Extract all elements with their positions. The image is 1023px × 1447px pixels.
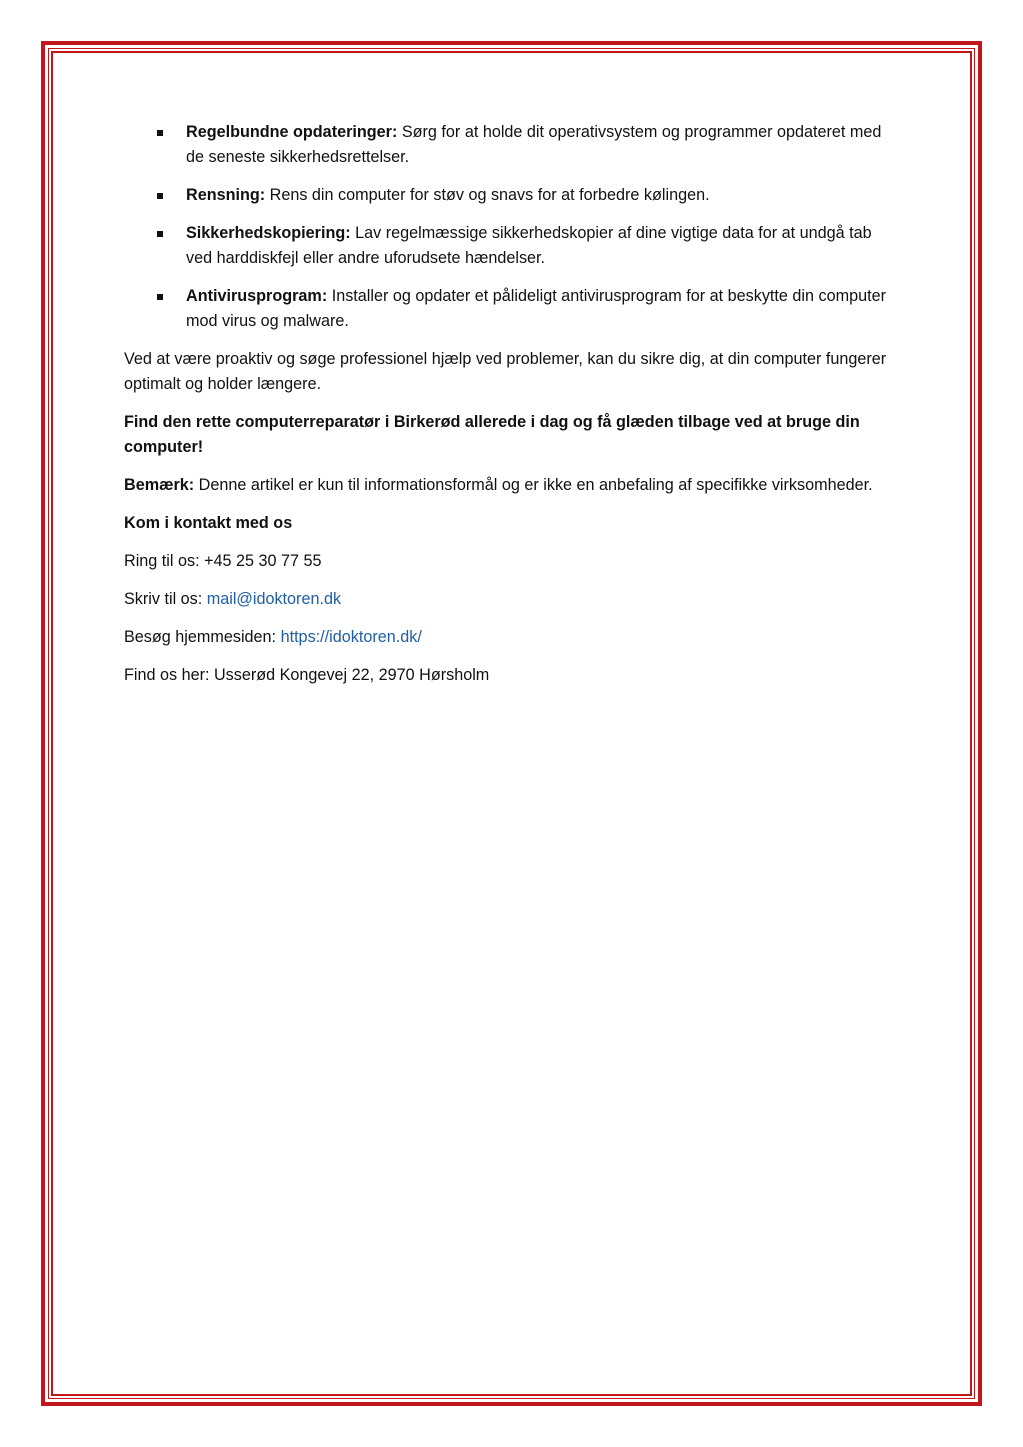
list-item-text: Rens din computer for støv og snavs for at forbedre kølingen. <box>265 186 710 204</box>
square-bullet-icon <box>157 193 163 199</box>
list-item-term: Rensning: <box>186 186 266 204</box>
proactive-paragraph: Ved at være proaktiv og søge professionel hjælp ved problemer, kan du sikre dig, at din computer fungerer optimalt og holder længere. <box>124 350 887 393</box>
note-paragraph <box>124 473 894 498</box>
contact-website <box>124 625 894 650</box>
list-item <box>124 284 894 334</box>
contact-website-label: Besøg hjemmesiden: <box>124 628 281 646</box>
contact-phone: Ring til os: +45 25 30 77 55 <box>124 552 322 570</box>
tips-list <box>124 120 894 334</box>
contact-heading <box>124 511 894 536</box>
list-item-term: Sikkerhedskopiering: <box>186 224 351 242</box>
call-to-action <box>124 410 894 460</box>
note-label: Bemærk: <box>124 476 195 494</box>
list-item-text: Sørg for at holde dit operativsystem og programmer opdateret med de seneste sikkerhedsrettelser. <box>186 123 882 166</box>
square-bullet-icon <box>157 294 163 300</box>
square-bullet-icon <box>157 130 163 136</box>
list-item <box>124 183 894 208</box>
note-text: Denne artikel er kun til informationsformål og er ikke en anbefaling af specifikke virksomheder. <box>194 476 873 494</box>
list-item <box>124 221 894 271</box>
contact-heading-text: Kom i kontakt med os <box>124 514 293 532</box>
list-item-term: Regelbundne opdateringer: <box>186 123 398 141</box>
document-body <box>124 120 894 701</box>
list-item-text: Installer og opdater et pålideligt antivirusprogram for at beskytte din computer mod virus og malware. <box>186 287 886 330</box>
list-item-term: Antivirusprogram: <box>186 287 328 305</box>
email-link[interactable]: mail@idoktoren.dk <box>206 590 342 608</box>
contact-address: Find os her: Usserød Kongevej 22, 2970 Hørsholm <box>124 666 490 684</box>
square-bullet-icon <box>157 231 163 237</box>
contact-email-label: Skriv til os: <box>124 590 207 608</box>
contact-email <box>124 587 894 612</box>
website-link[interactable]: https://idoktoren.dk/ <box>280 628 422 646</box>
list-item-text: Lav regelmæssige sikkerhedskopier af dine vigtige data for at undgå tab ved harddiskfejl eller andre uforudsete hændelser. <box>186 224 872 267</box>
list-item <box>124 120 894 170</box>
call-to-action-text: Find den rette computerreparatør i Birkerød allerede i dag og få glæden tilbage ved at bruge din computer! <box>124 413 860 456</box>
